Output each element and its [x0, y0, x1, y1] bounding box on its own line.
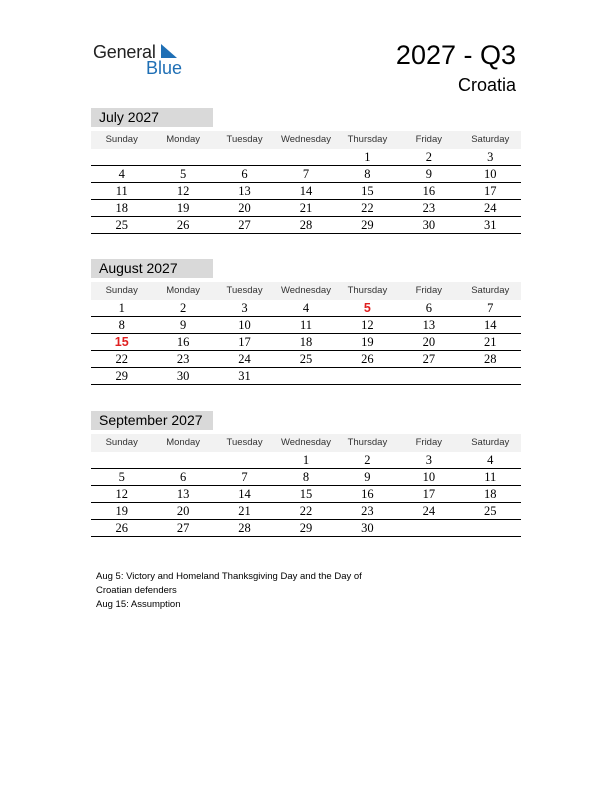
- day-cell: 22: [361, 201, 374, 215]
- week-row: [91, 200, 521, 217]
- day-cell: 17: [483, 184, 497, 198]
- day-cell: 14: [483, 318, 497, 332]
- day-cell: 2: [180, 301, 187, 315]
- weekday-label: Monday: [166, 134, 201, 145]
- day-cell: 24: [238, 352, 251, 366]
- weekday-label: Friday: [415, 285, 443, 296]
- day-cell: 30: [361, 521, 374, 535]
- day-cell: 23: [176, 352, 190, 366]
- day-cell: 28: [238, 521, 251, 535]
- day-cell: 9: [180, 318, 187, 332]
- day-cell: 30: [422, 218, 436, 232]
- day-cell: 27: [422, 352, 436, 366]
- weekday-label: Tuesday: [226, 134, 263, 145]
- week-row: [91, 334, 521, 351]
- day-cell: 1: [364, 150, 371, 164]
- week-row: [91, 183, 521, 200]
- day-cell: [152, 149, 213, 165]
- day-cell: 5: [180, 167, 187, 181]
- day-cell: 19: [361, 335, 374, 349]
- day-cell: 25: [299, 352, 313, 366]
- day-cell: [214, 452, 275, 468]
- day-cell: 16: [361, 487, 374, 501]
- day-cell: 26: [115, 521, 128, 535]
- day-cell: 2: [364, 453, 371, 467]
- day-cell: 7: [487, 301, 494, 315]
- day-cell: [275, 368, 336, 384]
- day-cell: 14: [299, 184, 313, 198]
- day-cell: 18: [299, 335, 313, 349]
- day-cell: [91, 149, 152, 165]
- day-cell: 16: [422, 184, 436, 198]
- day-cell: 1: [302, 453, 310, 467]
- day-cell: [398, 520, 459, 536]
- day-cell: 11: [484, 470, 497, 484]
- brand-logo: [93, 40, 203, 80]
- week-row: [91, 317, 521, 334]
- day-cell: 13: [176, 487, 190, 501]
- weekday-label: Thursday: [347, 134, 388, 145]
- day-cell: 29: [361, 218, 374, 232]
- day-cell: 8: [364, 167, 371, 181]
- weekday-label: Monday: [166, 437, 201, 448]
- week-row: [91, 166, 521, 183]
- day-cell: 30: [176, 369, 190, 383]
- weekday-header-row: [91, 434, 521, 452]
- brand-name-blue: Blue: [146, 58, 183, 78]
- day-cell: 27: [176, 521, 190, 535]
- day-cell: 19: [176, 201, 190, 215]
- day-cell: 12: [361, 318, 374, 332]
- day-cell: 26: [176, 218, 190, 232]
- weekday-label: Sunday: [105, 285, 138, 296]
- week-row: [91, 503, 521, 520]
- day-cell: 2: [425, 150, 432, 164]
- weekday-label: Sunday: [105, 134, 138, 145]
- day-cell: 15: [114, 335, 129, 349]
- month-header: September 2027: [91, 411, 213, 430]
- day-cell: 17: [422, 487, 436, 501]
- day-cell: 15: [361, 184, 374, 198]
- week-row: [91, 300, 521, 317]
- day-cell: 3: [425, 453, 432, 467]
- day-cell: 18: [483, 487, 497, 501]
- logo-triangle-icon: [161, 44, 177, 58]
- month-calendar-august: [91, 259, 521, 385]
- day-cell: 11: [115, 184, 128, 198]
- day-cell: 10: [422, 470, 436, 484]
- month-header: July 2027: [91, 108, 213, 127]
- day-cell: 29: [115, 369, 128, 383]
- day-cell: 5: [118, 470, 125, 484]
- day-cell: 1: [118, 301, 125, 315]
- weekday-label: Saturday: [471, 285, 510, 296]
- day-cell: 10: [483, 167, 497, 181]
- weekday-label: Monday: [166, 285, 201, 296]
- day-cell: 12: [176, 184, 190, 198]
- weekday-label: Wednesday: [280, 134, 331, 145]
- day-cell: 6: [180, 470, 187, 484]
- weekday-header-row: [91, 131, 521, 149]
- weekday-header-row: [91, 282, 521, 300]
- holiday-note: Aug 5: Victory and Homeland Thanksgiving Day and the Day of Croatian defenders: [96, 571, 362, 596]
- day-cell: [460, 368, 521, 384]
- day-cell: 21: [238, 504, 251, 518]
- day-cell: 23: [422, 201, 436, 215]
- day-cell: [460, 520, 521, 536]
- day-cell: [398, 368, 459, 384]
- weekday-label: Friday: [415, 134, 443, 145]
- day-cell: 28: [299, 218, 313, 232]
- day-cell: 15: [299, 487, 313, 501]
- day-cell: 20: [422, 335, 436, 349]
- week-row: [91, 149, 521, 166]
- day-cell: 27: [238, 218, 251, 232]
- day-cell: 18: [115, 201, 128, 215]
- day-cell: 4: [302, 301, 310, 315]
- weekday-label: Tuesday: [226, 285, 263, 296]
- day-cell: 4: [487, 453, 494, 467]
- weekday-label: Saturday: [471, 134, 510, 145]
- month-calendar-september: [91, 411, 521, 537]
- week-row: [91, 486, 521, 503]
- day-cell: 22: [299, 504, 313, 518]
- month-calendar-july: [91, 108, 521, 234]
- day-cell: 26: [361, 352, 374, 366]
- day-cell: 31: [483, 218, 497, 232]
- weekday-label: Thursday: [347, 285, 388, 296]
- day-cell: 8: [118, 318, 125, 332]
- day-cell: 17: [238, 335, 251, 349]
- country-name: Croatia: [457, 75, 516, 95]
- day-cell: 16: [176, 335, 190, 349]
- day-cell: 31: [238, 369, 251, 383]
- day-cell: 4: [118, 167, 125, 181]
- day-cell: [152, 452, 213, 468]
- day-cell: 29: [299, 521, 313, 535]
- day-cell: 21: [299, 201, 313, 215]
- day-cell: 9: [425, 167, 432, 181]
- day-cell: 8: [302, 470, 310, 484]
- day-cell: 25: [483, 504, 497, 518]
- weekday-label: Friday: [415, 437, 443, 448]
- day-cell: 23: [361, 504, 374, 518]
- day-cell: [275, 149, 336, 165]
- day-cell: 11: [299, 318, 312, 332]
- day-cell: 20: [238, 201, 251, 215]
- day-cell: 22: [115, 352, 128, 366]
- page-title: 2027 - Q3: [395, 40, 516, 70]
- day-cell: 20: [176, 504, 190, 518]
- day-cell: 13: [238, 184, 251, 198]
- weekday-label: Sunday: [105, 437, 138, 448]
- day-cell: 13: [422, 318, 436, 332]
- brand-name-general: General: [93, 42, 156, 62]
- day-cell: [91, 452, 152, 468]
- day-cell: 10: [238, 318, 251, 332]
- day-cell: 28: [483, 352, 497, 366]
- day-cell: 7: [302, 167, 310, 181]
- day-cell: 3: [241, 301, 248, 315]
- weekday-label: Wednesday: [280, 285, 331, 296]
- week-row: [91, 351, 521, 368]
- day-cell: 21: [483, 335, 497, 349]
- day-cell: 6: [241, 167, 248, 181]
- day-cell: 9: [364, 470, 371, 484]
- weekday-label: Wednesday: [280, 437, 331, 448]
- day-cell: 24: [422, 504, 436, 518]
- holiday-note: Aug 15: Assumption: [96, 599, 181, 610]
- month-header: August 2027: [91, 259, 213, 278]
- day-cell: 3: [487, 150, 494, 164]
- day-cell: [214, 149, 275, 165]
- week-row: [91, 469, 521, 486]
- weekday-label: Tuesday: [226, 437, 263, 448]
- day-cell: 24: [483, 201, 497, 215]
- day-cell: 14: [238, 487, 251, 501]
- weekday-label: Thursday: [347, 437, 388, 448]
- week-row: [91, 217, 521, 234]
- day-cell: 19: [115, 504, 128, 518]
- day-cell: 6: [425, 301, 432, 315]
- day-cell: [337, 368, 398, 384]
- week-row: [91, 368, 521, 385]
- day-cell: 5: [363, 301, 371, 315]
- week-row: [91, 452, 521, 469]
- day-cell: 25: [115, 218, 128, 232]
- week-row: [91, 520, 521, 537]
- day-cell: 12: [115, 487, 128, 501]
- day-cell: 7: [241, 470, 248, 484]
- weekday-label: Saturday: [471, 437, 510, 448]
- holiday-notes: [96, 570, 396, 612]
